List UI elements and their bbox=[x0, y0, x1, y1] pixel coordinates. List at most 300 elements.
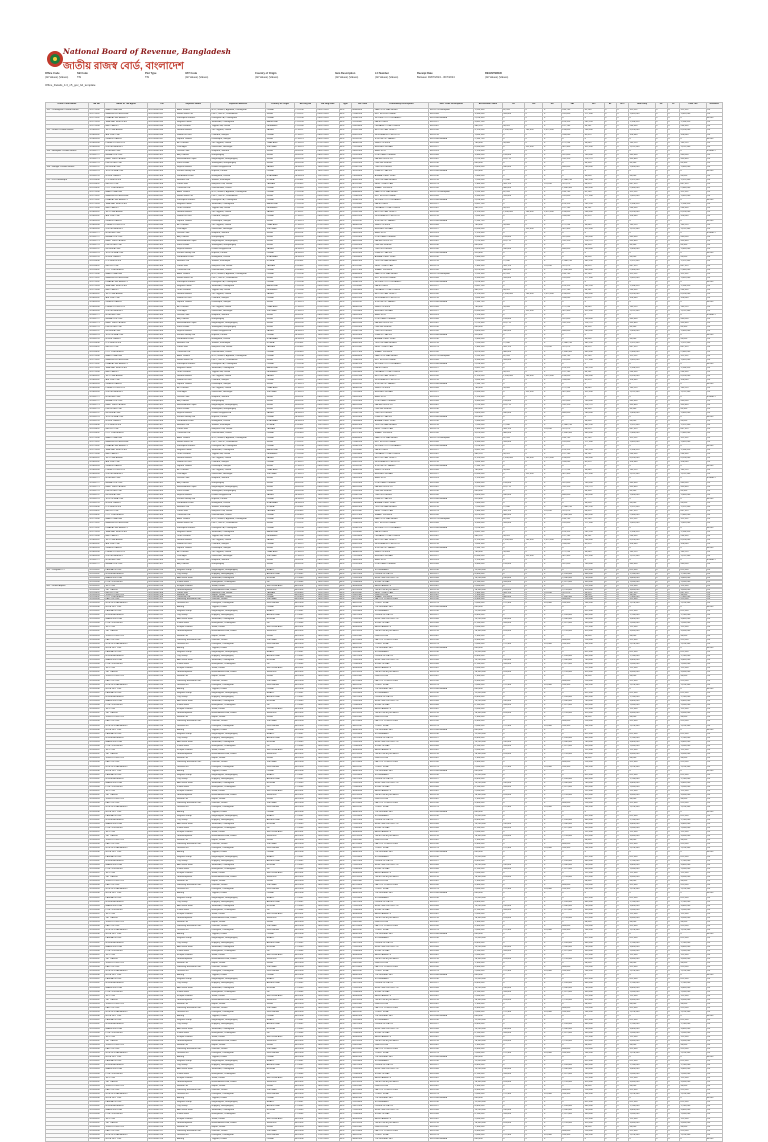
table-cell: 99,000 bbox=[584, 420, 604, 424]
table-cell: ICD SERVICES bbox=[105, 260, 148, 264]
table-cell: IM 4 bbox=[339, 659, 351, 663]
table-cell: 16/07/2024 bbox=[317, 798, 339, 802]
table-cell: 0 bbox=[667, 622, 679, 626]
table-cell: 0 bbox=[525, 199, 543, 203]
table-cell: 0 bbox=[655, 614, 667, 618]
table-cell: 995,000 bbox=[680, 235, 707, 239]
table-cell: 328,060 bbox=[680, 215, 707, 219]
table-cell: 15,200,000 bbox=[474, 577, 503, 581]
table-cell: 3,843,000 bbox=[680, 794, 707, 798]
table-cell: 1,521,450 bbox=[629, 587, 656, 591]
table-cell: NASRIN ENTERPRISE bbox=[105, 194, 148, 198]
table-cell: HARBOUR LINE bbox=[105, 781, 148, 785]
table-cell: 0 bbox=[604, 334, 616, 338]
table-cell: SKY CNF bbox=[105, 626, 148, 630]
table-cell: OK bbox=[706, 822, 722, 826]
table-cell: 29411000 bbox=[351, 593, 373, 597]
table-cell: C-41257 bbox=[294, 522, 316, 526]
table-cell: 2022/0093 bbox=[88, 659, 104, 663]
table-cell: 0 bbox=[543, 573, 561, 577]
table-cell: OK bbox=[706, 354, 722, 358]
table-cell: Noapara, Jashore bbox=[211, 559, 266, 563]
table-cell: 0 bbox=[655, 822, 667, 826]
table-cell: WING LOGISTICS bbox=[105, 634, 148, 638]
table-cell: 0 bbox=[616, 814, 628, 818]
table-cell: C-41256 bbox=[294, 354, 316, 358]
table-cell: 001234567911 bbox=[147, 695, 176, 699]
table-cell: 890,000 bbox=[474, 489, 503, 493]
table-cell: Sarabo, Kashimpur bbox=[211, 342, 266, 346]
table-cell: Grameenphone bbox=[176, 589, 211, 593]
table-cell: 0 bbox=[561, 732, 583, 736]
table-cell: 44,500 bbox=[680, 244, 707, 248]
table-cell: HOT ROLLED SHEET bbox=[374, 522, 429, 526]
table-cell: 08/07/2024 bbox=[317, 477, 339, 481]
table-cell: B-55101 bbox=[294, 313, 316, 317]
table-cell: 001234567912 bbox=[147, 577, 176, 581]
table-cell: 0 bbox=[604, 618, 616, 622]
table-cell: IM 4 bbox=[339, 716, 351, 720]
table-cell: METRO CNF bbox=[105, 182, 148, 186]
table-cell: HOT ROLLED SHEET bbox=[374, 440, 429, 444]
table-cell: 1,400,000 bbox=[680, 575, 707, 579]
table-cell: SRO-023 bbox=[429, 559, 474, 563]
table-cell: 0 bbox=[543, 420, 561, 424]
table-cell: 15/07/2024 bbox=[317, 630, 339, 634]
table-cell: HOT ROLLED SHEET bbox=[374, 194, 429, 198]
table-cell: 0 bbox=[561, 634, 583, 638]
table-cell: 0 bbox=[543, 469, 561, 473]
table-cell: 001234567914 bbox=[147, 749, 176, 753]
table-cell: VIETNAM bbox=[266, 309, 295, 313]
table-cell: 0 bbox=[616, 790, 628, 794]
table-cell: 2023/0506 bbox=[88, 810, 104, 814]
table-cell: 03/07/2024 bbox=[317, 109, 339, 113]
table-cell: 0 bbox=[543, 248, 561, 252]
table-cell: EXEMPT bbox=[706, 477, 722, 481]
table-cell: 1,780,000 bbox=[629, 654, 656, 658]
table-cell: 195,225 bbox=[629, 305, 656, 309]
table-cell: IM 4 bbox=[339, 452, 351, 456]
table-cell: 0 bbox=[655, 158, 667, 162]
table-cell: 85176200 bbox=[351, 753, 373, 757]
table-cell: 0 bbox=[616, 563, 628, 567]
table-cell: 82,015 bbox=[584, 542, 604, 546]
table-cell: 0 bbox=[616, 469, 628, 473]
table-cell: IM 4 bbox=[339, 330, 351, 334]
table-cell: TELECOM EQUIPMENT bbox=[374, 753, 429, 757]
table-cell: RUSSIA bbox=[266, 822, 295, 826]
table-cell: A-70504 bbox=[294, 597, 316, 601]
table-cell: 103 - Benapole Custom House bbox=[46, 149, 89, 153]
table-cell: REFINED SUGAR bbox=[374, 145, 429, 149]
table-cell: D-10211 bbox=[294, 456, 316, 460]
table-cell: 0 bbox=[561, 170, 583, 174]
table-cell: 04/07/2024 bbox=[317, 362, 339, 366]
table-cell: STEEL SCRAP bbox=[374, 745, 429, 749]
table-cell: 49,261 bbox=[502, 207, 524, 211]
table-cell: SRO-098 Bonded bbox=[429, 219, 474, 223]
table-cell: 4,429,000 bbox=[680, 538, 707, 542]
table-cell: 001234567894 bbox=[147, 452, 176, 456]
table-cell: 0 bbox=[502, 170, 524, 174]
table-cell: 29420000 bbox=[351, 452, 373, 456]
table-cell: 0 bbox=[667, 814, 679, 818]
table-cell: OK bbox=[706, 485, 722, 489]
table-cell: 362,250 bbox=[584, 178, 604, 182]
table-cell: 1,062,000 bbox=[629, 276, 656, 280]
table-cell: UNITED AGENCY bbox=[105, 227, 148, 231]
table-cell: 05/07/2024 bbox=[317, 375, 339, 379]
table-cell: 34011100 bbox=[351, 806, 373, 810]
table-cell: 0 bbox=[543, 317, 561, 321]
table-cell: 0 bbox=[667, 732, 679, 736]
table-cell: SRO-123 Exemption bbox=[429, 436, 474, 440]
table-cell: 0 bbox=[604, 252, 616, 256]
table-cell: 001234567893 bbox=[147, 203, 176, 207]
table-cell: 0 bbox=[543, 465, 561, 469]
table-cell: 0 bbox=[655, 264, 667, 268]
table-cell: 2,745,000 bbox=[561, 630, 583, 634]
table-cell: 7,245,000 bbox=[474, 506, 503, 510]
table-cell: 0 bbox=[655, 342, 667, 346]
table-cell: 0 bbox=[655, 477, 667, 481]
table-cell: 186,795 bbox=[561, 272, 583, 276]
table-cell: 49,261 bbox=[584, 289, 604, 293]
table-cell: 362,250 bbox=[584, 424, 604, 428]
table-cell: 2023/0503 bbox=[88, 757, 104, 761]
table-cell: 0 bbox=[667, 822, 679, 826]
table-cell: IM 4 bbox=[339, 178, 351, 182]
table-cell: Samsung Electronics BD bbox=[176, 638, 211, 642]
table-cell: 17019900 bbox=[351, 227, 373, 231]
table-cell: 0 bbox=[584, 334, 604, 338]
table-cell: SRO-023 bbox=[429, 231, 474, 235]
table-cell: 001234567916 bbox=[147, 716, 176, 720]
table-cell: 0 bbox=[543, 609, 561, 613]
table-cell: 622,500 bbox=[629, 650, 656, 654]
table-cell: 001234567901 bbox=[147, 481, 176, 485]
table-cell: 0 bbox=[616, 753, 628, 757]
table-cell: 0 bbox=[667, 125, 679, 129]
table-cell: 0 bbox=[655, 325, 667, 329]
table-cell: Sitakunda, Chattogram bbox=[211, 203, 266, 207]
table-cell: IM 4 bbox=[339, 605, 351, 609]
table-cell: 1,521,450 bbox=[680, 506, 707, 510]
table-cell: 0 bbox=[629, 547, 656, 551]
table-cell: BENAPOLE CNF bbox=[105, 481, 148, 485]
table-cell: 0 bbox=[561, 585, 583, 589]
table-cell: 0 bbox=[680, 149, 707, 153]
table-cell: 84869000 bbox=[351, 190, 373, 194]
table-cell: ORGANIC COMPOUNDS bbox=[374, 452, 429, 456]
table-cell: 0 bbox=[543, 618, 561, 622]
table-cell: 0 bbox=[604, 757, 616, 761]
table-cell: 420,800 bbox=[474, 416, 503, 420]
table-cell: 49,261 bbox=[584, 371, 604, 375]
table-cell: 0 bbox=[667, 240, 679, 244]
table-cell: 001234567896 bbox=[147, 461, 176, 465]
table-cell: 001234567910 bbox=[147, 732, 176, 736]
table-cell: 622,500 bbox=[629, 609, 656, 613]
table-cell: IM 4 bbox=[339, 170, 351, 174]
table-cell: 0 bbox=[502, 609, 524, 613]
table-cell: 58,000 bbox=[680, 593, 707, 597]
table-cell: 2017/1501 bbox=[88, 522, 104, 526]
table-cell: 328,060 bbox=[680, 542, 707, 546]
table-cell: Narayanganj bbox=[211, 563, 266, 567]
table-cell: OK bbox=[706, 691, 722, 695]
table-cell: 0 bbox=[502, 573, 524, 577]
table-cell: 0 bbox=[604, 260, 616, 264]
table-cell: 0 bbox=[561, 199, 583, 203]
table-cell: Gulshan Ave, Dhaka bbox=[211, 514, 266, 518]
table-cell: 08/07/2024 bbox=[317, 317, 339, 321]
table-cell: INDIA bbox=[266, 559, 295, 563]
table-cell: 17/07/2024 bbox=[317, 605, 339, 609]
table-cell: 0 bbox=[543, 362, 561, 366]
table-cell: 912,000 bbox=[629, 638, 656, 642]
table-cell: 9,870,000 bbox=[474, 514, 503, 518]
table-cell: K-20442 bbox=[294, 182, 316, 186]
table-cell: OK bbox=[706, 190, 722, 194]
table-cell: MEDICAMENTS bbox=[374, 667, 429, 671]
table-cell: Ghorashal, Narsingdi bbox=[211, 145, 266, 149]
table-cell: 0 bbox=[616, 571, 628, 575]
table-cell: B-55101 bbox=[294, 149, 316, 153]
table-cell: 2,215,400 bbox=[474, 403, 503, 407]
table-cell: TRUCKS DIESEL bbox=[374, 575, 429, 579]
table-cell: 1,980,000 bbox=[474, 583, 503, 587]
table-cell: 0 bbox=[525, 342, 543, 346]
table-cell: 0 bbox=[655, 235, 667, 239]
table-cell: JET CARGO bbox=[105, 753, 148, 757]
table-cell: 13/07/2024 bbox=[317, 736, 339, 740]
table-cell: 04/07/2024 bbox=[317, 203, 339, 207]
table-cell: 0 bbox=[616, 129, 628, 133]
table-cell: 55131100 bbox=[351, 383, 373, 387]
table-cell: 780,900 bbox=[474, 387, 503, 391]
table-cell: 0 bbox=[616, 626, 628, 630]
table-cell: 0 bbox=[616, 170, 628, 174]
table-cell: 0 bbox=[629, 252, 656, 256]
table-cell: BRAZIL bbox=[266, 773, 295, 777]
table-cell: 0 bbox=[543, 240, 561, 244]
table-cell: 0 bbox=[667, 526, 679, 530]
table-cell: OK bbox=[706, 346, 722, 350]
table-cell: 995,000 bbox=[680, 563, 707, 567]
table-cell: IM 4 bbox=[339, 289, 351, 293]
table-cell: IM 4 bbox=[339, 596, 351, 600]
table-cell: 0 bbox=[502, 749, 524, 753]
table-cell: 0 bbox=[667, 559, 679, 563]
table-cell: 0 bbox=[616, 822, 628, 826]
table-cell: 0 bbox=[525, 497, 543, 501]
table-cell: OK bbox=[706, 785, 722, 789]
table-cell: 0 bbox=[616, 346, 628, 350]
table-cell: 0 bbox=[543, 757, 561, 761]
table-cell: CRUDE SOYA OIL bbox=[374, 695, 429, 699]
table-cell: Motijheel C/A, Dhaka bbox=[211, 592, 266, 596]
report-file-name: Office_Details_4.3_n5_gov_bd_template bbox=[45, 83, 96, 87]
table-cell: 13/07/2024 bbox=[317, 695, 339, 699]
table-cell: Meghna Group bbox=[176, 814, 211, 818]
table-cell: EAST WEST AGENT bbox=[105, 567, 148, 571]
table-cell: 0 bbox=[604, 325, 616, 329]
table-cell: 4,120,000 bbox=[474, 456, 503, 460]
table-cell: 12/07/2024 bbox=[317, 264, 339, 268]
table-cell: Tejgaon I/A, Dhaka bbox=[211, 125, 266, 129]
table-cell: OK bbox=[706, 432, 722, 436]
table-cell: B-55102 bbox=[294, 563, 316, 567]
table-cell: 001234567911 bbox=[147, 573, 176, 577]
table-cell: IM 4 bbox=[339, 740, 351, 744]
table-cell: IM 4 bbox=[339, 630, 351, 634]
table-cell: D-10211 bbox=[294, 375, 316, 379]
table-cell: RUSSIA bbox=[266, 700, 295, 704]
table-cell: 2017/1503 bbox=[88, 366, 104, 370]
table-cell: TOILET SOAP bbox=[374, 642, 429, 646]
table-cell: 1,400,000 bbox=[629, 493, 656, 497]
table-cell: KOREA bbox=[266, 424, 295, 428]
table-cell: LAPTOP COMPUTERS bbox=[374, 720, 429, 724]
table-cell: 08/07/2024 bbox=[317, 231, 339, 235]
table-cell: IM 4 bbox=[339, 728, 351, 732]
table-cell: 0 bbox=[543, 301, 561, 305]
table-cell: 0 bbox=[525, 567, 543, 571]
table-cell: GREEN CARGO bbox=[105, 219, 148, 223]
table-cell: 0 bbox=[525, 297, 543, 301]
table-cell: SOYA BEANS bbox=[374, 650, 429, 654]
table-cell: OK bbox=[706, 802, 722, 806]
data-table-page-2 bbox=[45, 568, 723, 1142]
table-cell: 0 bbox=[502, 818, 524, 822]
table-cell: D-10212 bbox=[294, 461, 316, 465]
table-cell: OK bbox=[706, 814, 722, 818]
table-cell: 85423100 bbox=[351, 215, 373, 219]
table-cell: SYNTHETIC FABRIC bbox=[374, 301, 429, 305]
table-cell: IRON ORE PRODUCTS bbox=[374, 577, 429, 581]
table-cell: 0 bbox=[655, 444, 667, 448]
table-cell: 0 bbox=[616, 579, 628, 583]
table-cell: 3,540,000 bbox=[474, 358, 503, 362]
table-cell: 0 bbox=[680, 547, 707, 551]
table-cell: B-55102 bbox=[294, 235, 316, 239]
table-cell: A-70505 bbox=[294, 642, 316, 646]
table-cell: Fresh Foods bbox=[176, 571, 211, 575]
table-cell: 17/07/2024 bbox=[317, 687, 339, 691]
table-cell: 15/07/2024 bbox=[317, 790, 339, 794]
table-cell: IM 4 bbox=[339, 227, 351, 231]
table-cell: BOND bbox=[706, 444, 722, 448]
table-cell: OK bbox=[706, 650, 722, 654]
table-cell: IM 4 bbox=[339, 745, 351, 749]
table-cell: 4,120,000 bbox=[474, 293, 503, 297]
table-cell: 0 bbox=[667, 428, 679, 432]
table-cell: 0 bbox=[604, 587, 616, 591]
table-cell: 1,612,500 bbox=[629, 227, 656, 231]
table-cell: 760,000 bbox=[502, 822, 524, 826]
table-cell: 1,521,450 bbox=[680, 260, 707, 264]
table-cell: 110,770 bbox=[584, 158, 604, 162]
table-cell: 0 bbox=[655, 416, 667, 420]
table-cell: CHINA bbox=[266, 297, 295, 301]
table-cell: 339,000 bbox=[584, 663, 604, 667]
table-cell: 0 bbox=[667, 569, 679, 573]
table-cell: 493,500 bbox=[584, 432, 604, 436]
table-cell: 0 bbox=[604, 569, 616, 573]
table-cell: 001234567910 bbox=[147, 650, 176, 654]
table-cell: OK bbox=[706, 614, 722, 618]
table-cell: 246,045 bbox=[561, 133, 583, 137]
table-cell: SRO-200 bbox=[429, 330, 474, 334]
table-cell: 0 bbox=[629, 395, 656, 399]
table-cell: A-70501 bbox=[294, 626, 316, 630]
table-cell: 06/07/2024 bbox=[317, 542, 339, 546]
table-cell: TULLES AND NET bbox=[374, 605, 429, 609]
table-cell: 0 bbox=[655, 818, 667, 822]
table-cell: 25232900 bbox=[351, 563, 373, 567]
table-cell: 001234567907 bbox=[147, 587, 176, 591]
table-cell: 0 bbox=[604, 695, 616, 699]
table-cell: 0 bbox=[604, 654, 616, 658]
filter-plot-type: Plot Type TIN bbox=[145, 72, 157, 79]
table-cell: 0 bbox=[525, 777, 543, 781]
table-cell: 0 bbox=[667, 297, 679, 301]
table-cell: 0 bbox=[525, 569, 543, 573]
table-cell: FRONTIER CNF bbox=[105, 571, 148, 575]
table-cell: 0 bbox=[604, 383, 616, 387]
table-cell: P-11091 bbox=[294, 650, 316, 654]
table-cell: 0 bbox=[616, 461, 628, 465]
table-cell: 1,640,300 bbox=[474, 297, 503, 301]
table-cell: 23099000 bbox=[351, 174, 373, 178]
table-cell: SRO-200 bbox=[429, 596, 474, 600]
table-cell: M-30011 bbox=[294, 248, 316, 252]
table-cell: Sitakunda, Chattogram bbox=[211, 577, 266, 581]
table-cell: 0 bbox=[525, 416, 543, 420]
table-cell: 0 bbox=[525, 313, 543, 317]
table-cell: 2017/1501 bbox=[88, 358, 104, 362]
table-cell: C-41259 bbox=[294, 530, 316, 534]
table-cell: OK bbox=[706, 740, 722, 744]
table-cell: 15119000 bbox=[351, 121, 373, 125]
table-cell: 39232900 bbox=[351, 252, 373, 256]
table-cell: 0 bbox=[604, 802, 616, 806]
table-cell: 0 bbox=[502, 133, 524, 137]
table-cell: 11/07/2024 bbox=[317, 178, 339, 182]
table-cell: 0 bbox=[525, 166, 543, 170]
table-cell: EAST WEST AGENT bbox=[105, 158, 148, 162]
table-cell: 0 bbox=[604, 765, 616, 769]
table-cell: 0 bbox=[604, 125, 616, 129]
table-cell: 0 bbox=[667, 145, 679, 149]
table-cell: ORGANIC COMPOUNDS bbox=[374, 289, 429, 293]
table-cell: 1,878,500 bbox=[680, 806, 707, 810]
table-cell: 684,000 bbox=[561, 720, 583, 724]
table-cell: 0 bbox=[525, 810, 543, 814]
table-cell: 001234567913 bbox=[147, 663, 176, 667]
table-cell: 0 bbox=[655, 493, 667, 497]
table-cell: 1,878,500 bbox=[629, 683, 656, 687]
table-cell: 0 bbox=[667, 695, 679, 699]
table-cell: INDIA bbox=[266, 477, 295, 481]
table-cell: 339,000 bbox=[584, 622, 604, 626]
table-cell: 001234567917 bbox=[147, 597, 176, 601]
table-cell: 09/07/2024 bbox=[317, 485, 339, 489]
table-cell: 0 bbox=[502, 199, 524, 203]
table-cell: 84869000 bbox=[351, 109, 373, 113]
